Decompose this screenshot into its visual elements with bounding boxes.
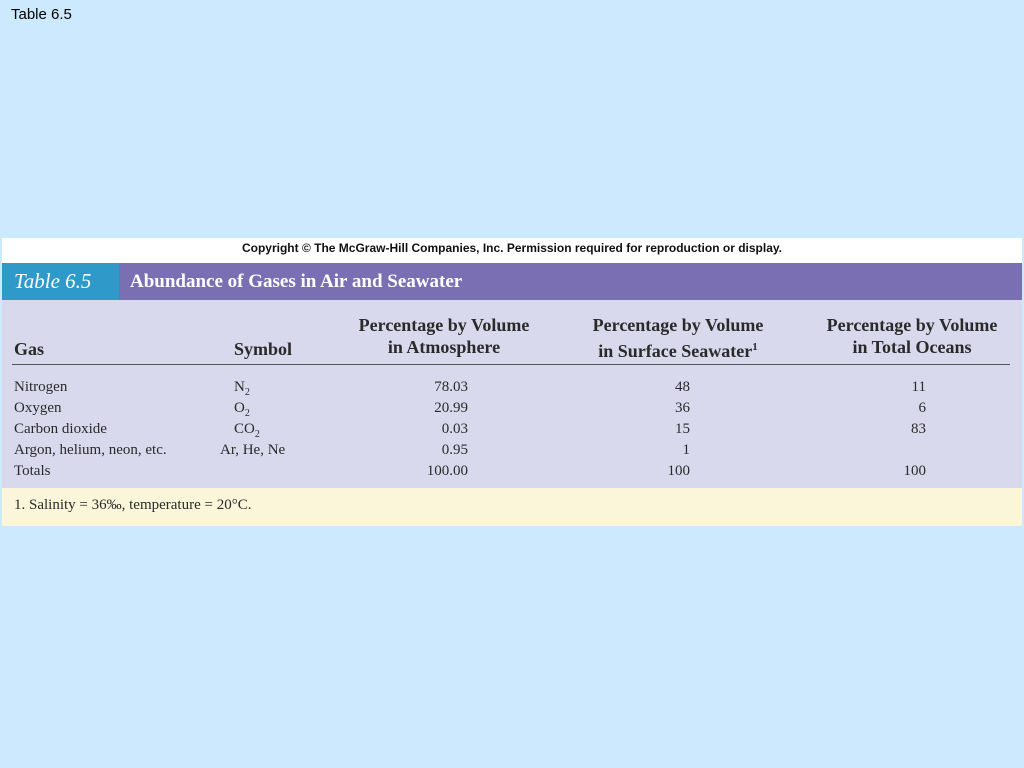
slide-title: Table 6.5 <box>11 6 72 23</box>
cell-oceans: 100 <box>903 463 926 479</box>
footnote: 1. Salinity = 36‰, temperature = 20°C. <box>14 497 252 513</box>
header-oceans-line1: Percentage by Volume <box>826 315 998 335</box>
cell-gas: Argon, helium, neon, etc. <box>14 442 167 458</box>
header-gas: Gas <box>14 339 45 359</box>
header-surface-line1: Percentage by Volume <box>592 315 764 335</box>
header-surface-footnote-mark: 1 <box>752 341 758 353</box>
cell-gas: Totals <box>14 463 51 479</box>
header-divider <box>12 364 1010 365</box>
header-symbol: Symbol <box>234 339 293 359</box>
header-atmosphere-line1: Percentage by Volume <box>358 315 530 335</box>
cell-surface: 36 <box>675 400 690 416</box>
symbol-subscript: 2 <box>244 387 250 398</box>
cell-oceans: 11 <box>911 379 926 395</box>
symbol-text: CO <box>234 421 255 437</box>
symbol-text: O <box>234 400 245 416</box>
table-figure <box>2 238 1022 526</box>
cell-atmosphere: 20.99 <box>434 400 468 416</box>
cell-gas: Oxygen <box>14 400 62 416</box>
copyright-notice: Copyright © The McGraw-Hill Companies, Inc. Permission required for reproduction or display. <box>241 241 783 255</box>
cell-surface: 15 <box>675 421 690 437</box>
header-atmosphere <box>334 314 554 358</box>
symbol-text: N <box>234 379 245 395</box>
symbol-text: Ar, He, Ne <box>220 442 286 458</box>
cell-oceans: 6 <box>918 400 926 416</box>
cell-atmosphere: 0.95 <box>441 442 468 458</box>
header-oceans-line2: in Total Oceans <box>852 337 972 357</box>
header-atmosphere-line2: in Atmosphere <box>387 337 501 357</box>
header-surface-text: in Surface Seawater <box>598 341 753 361</box>
cell-oceans: 83 <box>911 421 926 437</box>
cell-atmosphere: 78.03 <box>434 379 468 395</box>
cell-symbol <box>220 440 285 466</box>
table-title: Abundance of Gases in Air and Seawater <box>130 271 463 292</box>
header-surface-line2 <box>568 336 788 362</box>
header-oceans <box>802 314 1022 358</box>
cell-atmosphere: 100.00 <box>426 463 468 479</box>
header-surface <box>568 314 788 362</box>
table-title-bar <box>2 263 1022 300</box>
cell-atmosphere: 0.03 <box>441 421 468 437</box>
cell-surface: 100 <box>667 463 690 479</box>
symbol-subscript: 2 <box>244 408 250 419</box>
cell-surface: 48 <box>675 379 690 395</box>
footnote-bar <box>2 488 1022 526</box>
cell-surface: 1 <box>682 442 690 458</box>
table-number-tag: Table 6.5 <box>2 263 119 300</box>
cell-gas: Nitrogen <box>14 379 68 395</box>
symbol-subscript: 2 <box>254 429 260 440</box>
data-table <box>2 300 1022 488</box>
cell-gas: Carbon dioxide <box>14 421 107 437</box>
